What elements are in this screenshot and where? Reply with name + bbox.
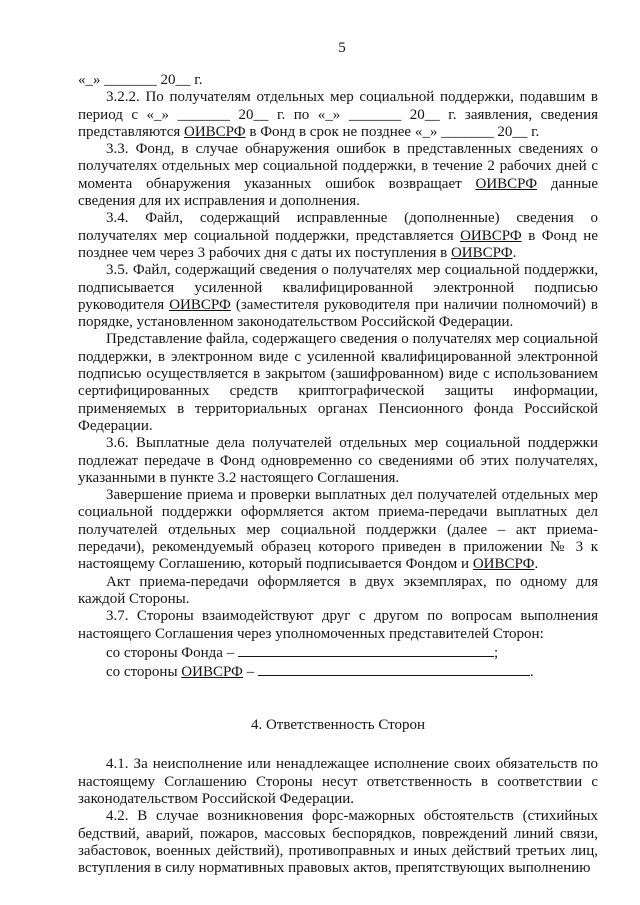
org-abbreviation: ОИВСРФ — [472, 556, 535, 573]
paragraph-file-submission: Представление файла, содержащего сведения о получателях мер социальной поддержки, в электронном виде с усиленной квалифицированной электронной подписью осуществляется в закрытом (зашифрованном) виде с использованием сертифицированных средств криптографической защиты информации, применяемых в территориальных органах Пенсионного фонда Российской Федерации. — [78, 331, 598, 434]
fund-representative-blank[interactable] — [238, 643, 494, 657]
paragraph-4-2: 4.2. В случае возникновения форс-мажорных обстоятельств (стихийных бедствий, аварий, пожаров, массовых беспорядков, повреждений линий связи, забастовок, военных действий), противоправных и иных действий третьих лиц, вступления в силу нормативных правовых актов, препятствующих выполнению — [78, 808, 598, 877]
org-abbreviation: ОИВСРФ — [169, 296, 231, 313]
paragraph-3-4: 3.4. Файл, содержащий исправленные (дополненные) сведения о получателях мер социальной поддержки, представляется ОИВСРФ в Фонд не позднее чем через 3 рабочих дня с даты их поступления в ОИВСРФ. — [78, 210, 598, 261]
paragraph-date-line: «_» _______ 20__ г. — [78, 72, 203, 88]
paragraph-3-3: 3.3. Фонд, в случае обнаружения ошибок в представленных сведениях о получателях отдельных мер социальной поддержки, в течение 2 рабочих дней с момента обнаружения указанных ошибок возвращает ОИВСРФ данные сведения для их исправления и дополнения. — [78, 141, 598, 210]
fund-representative-line: со стороны Фонда – ; — [106, 644, 499, 661]
oiv-representative-blank[interactable] — [258, 662, 530, 676]
org-abbreviation: ОИВСРФ — [184, 123, 246, 140]
section-4-title: 4. Ответственность Сторон — [250, 717, 426, 734]
org-abbreviation: ОИВСРФ — [450, 244, 513, 261]
paragraph-3-5: 3.5. Файл, содержащий сведения о получателях мер социальной поддержки, подписывается усиленной квалифицированной электронной подписью руководителя ОИВСРФ (заместителя руководителя при наличии полномочий) в порядке, установленном законодательством Российской Федерации. — [78, 262, 598, 331]
paragraph-4-1: 4.1. За неисполнение или ненадлежащее исполнение своих обязательств по настоящему Соглашению Стороны несут ответственность в соответствии с законодательством Российской Федерации. — [78, 756, 598, 807]
paragraph-act-copies: Акт приема-передачи оформляется в двух экземплярах, по одному для каждой Стороны. — [78, 573, 598, 607]
org-abbreviation: ОИВСРФ — [460, 227, 522, 244]
org-abbreviation: ОИВСРФ — [181, 664, 243, 681]
oiv-representative-line: со стороны ОИВСРФ – . — [106, 664, 534, 681]
paragraph-acceptance-act: Завершение приема и проверки выплатных дел получателей отдельных мер социальной поддержки оформляется актом приема-передачи выплатных дел получателей отдельных мер социальной поддержки (далее – акт приема-передачи), рекомендуемый образец которого приведен в приложении № 3 к настоящему Соглашению, который подписывается Фондом и ОИВСРФ. — [78, 487, 598, 573]
paragraph-3-6: 3.6. Выплатные дела получателей отдельных мер социальной поддержки подлежат передаче в Фонд одновременно со сведениями об этих получателях, указанными в пункте 3.2 настоящего Соглашения. — [78, 435, 598, 486]
page-number: 5 — [338, 40, 346, 56]
paragraph-3-7: 3.7. Стороны взаимодействуют друг с другом по вопросам выполнения настоящего Соглашения через уполномоченных представителей Сторон: — [78, 608, 598, 642]
org-abbreviation: ОИВСРФ — [475, 175, 538, 192]
paragraph-3-2-2: 3.2.2. По получателям отдельных мер социальной поддержки, подавшим в период с «_» _______ 20__ г. по «_» _______ 20__ г. заявления, сведения представляются ОИВСРФ в Фонд в срок не позднее «_» _______ 20__ г. — [78, 89, 598, 140]
